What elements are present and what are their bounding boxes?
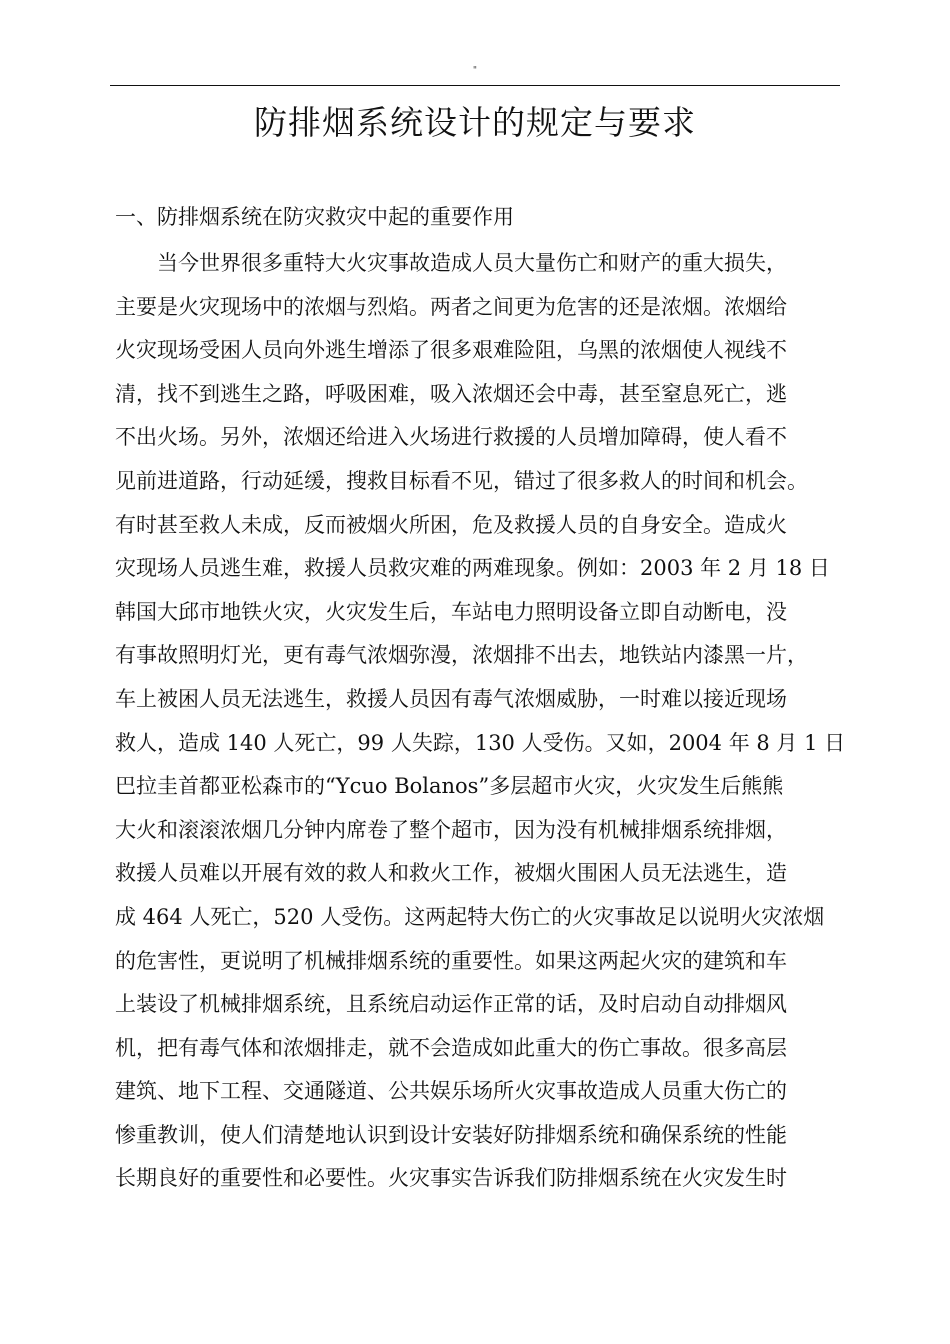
text-line: 主要是火灾现场中的浓烟与烈焰。两者之间更为危害的还是浓烟。浓烟给	[115, 294, 787, 319]
text-line: 灾现场人员逃生难，救援人员救灾难的两难现象。例如：2003 年 2 月 18 日	[115, 556, 830, 581]
text-line: 惨重教训，使人们清楚地认识到设计安装好防排烟系统和确保系统的性能	[115, 1122, 787, 1147]
text-line: 当今世界很多重特大火灾事故造成人员大量伤亡和财产的重大损失，	[115, 251, 787, 275]
section-heading: 一、防排烟系统在防灾救灾中起的重要作用	[115, 205, 514, 229]
text-line: 有时甚至救人未成，反而被烟火所困，危及救援人员的自身安全。造成火	[115, 512, 787, 537]
text-line: 救人，造成 140 人死亡，99 人失踪，130 人受伤。又如，2004 年 8 月 1 日	[115, 730, 846, 755]
text-line: 清，找不到逃生之路，呼吸困难，吸入浓烟还会中毒，甚至窒息死亡，逃	[115, 381, 787, 406]
text-line: 成 464 人死亡，520 人受伤。这两起特大伤亡的火灾事故足以说明火灾浓烟	[115, 904, 825, 929]
text-line: 见前进道路，行动延缓，搜救目标看不见，错过了很多救人的时间和机会。	[115, 468, 808, 493]
body-paragraph	[115, 242, 846, 1201]
text-line: 上装设了机械排烟系统，且系统启动运作正常的话，及时启动自动排烟风	[115, 992, 787, 1017]
text-line: 机，把有毒气体和浓烟排走，就不会造成如此重大的伤亡事故。很多高层	[115, 1035, 787, 1060]
document-title: 防排烟系统设计的规定与要求	[254, 103, 696, 142]
text-line: 的危害性，更说明了机械排烟系统的重要性。如果这两起火灾的建筑和车	[115, 948, 787, 973]
text-line: 大火和滚滚浓烟几分钟内席卷了整个超市，因为没有机械排烟系统排烟，	[115, 817, 787, 842]
header-rule	[110, 85, 840, 86]
text-line: 救援人员难以开展有效的救人和救火工作，被烟火围困人员无法逃生，造	[115, 861, 787, 886]
header-mark: "	[472, 66, 478, 76]
text-line: 韩国大邱市地铁火灾，火灾发生后，车站电力照明设备立即自动断电，没	[115, 599, 787, 624]
text-line: 建筑、地下工程、交通隧道、公共娱乐场所火灾事故造成人员重大伤亡的	[115, 1079, 787, 1104]
text-line: 火灾现场受困人员向外逃生增添了很多艰难险阻，乌黑的浓烟使人视线不	[115, 338, 787, 363]
text-line: 车上被困人员无法逃生，救援人员因有毒气浓烟威胁，一时难以接近现场	[115, 686, 787, 711]
text-line: 不出火场。另外，浓烟还给进入火场进行救援的人员增加障碍，使人看不	[115, 425, 787, 450]
text-line: 巴拉圭首都亚松森市的“Ycuo Bolanos”多层超市火灾，火灾发生后熊熊	[115, 774, 784, 799]
text-line: 有事故照明灯光，更有毒气浓烟弥漫，浓烟排不出去，地铁站内漆黑一片，	[115, 643, 808, 668]
text-line: 长期良好的重要性和必要性。火灾事实告诉我们防排烟系统在火灾发生时	[115, 1166, 787, 1191]
